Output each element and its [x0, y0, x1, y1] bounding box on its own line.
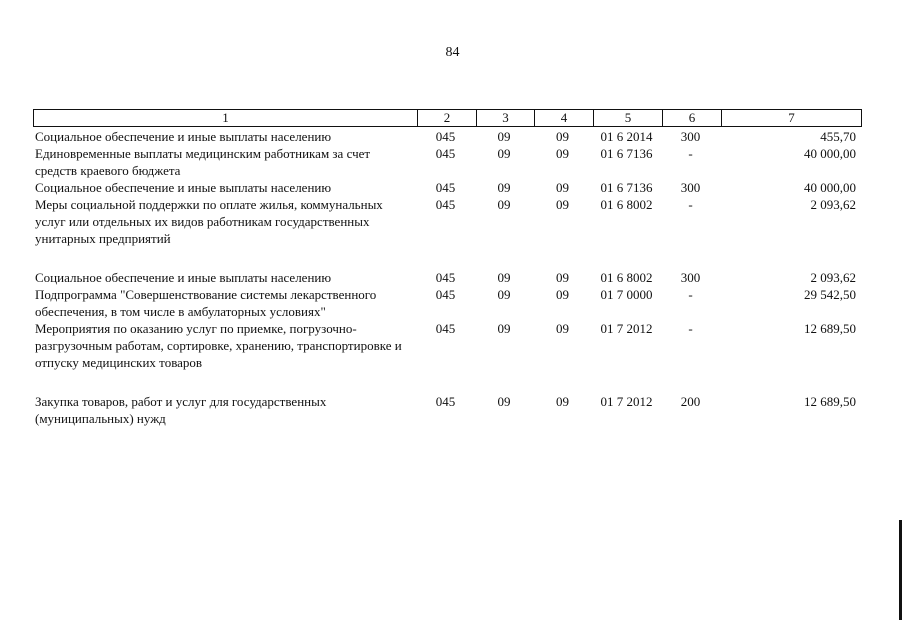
table-row — [33, 393, 862, 427]
row-code-3: 09 — [497, 129, 511, 144]
row-amount: 29 542,50 — [804, 287, 856, 302]
row-code-3: 09 — [497, 321, 511, 336]
row-code-3: 09 — [497, 146, 511, 161]
row-code-5: 01 6 8002 — [600, 197, 653, 212]
row-amount: 2 093,62 — [810, 270, 856, 285]
table-row — [33, 128, 862, 145]
row-code-2: 045 — [435, 321, 456, 336]
header-col-4: 4 — [534, 110, 593, 126]
row-code-2: 045 — [435, 287, 456, 302]
row-code-4: 09 — [556, 129, 569, 144]
row-code-4: 09 — [556, 287, 569, 302]
row-code-6: - — [688, 197, 693, 212]
table-row — [33, 196, 862, 247]
row-amount: 455,70 — [820, 129, 856, 144]
row-description: Социальное обеспечение и иные выплаты населению — [35, 180, 332, 195]
row-code-4: 09 — [556, 394, 569, 409]
header-col-6: 6 — [662, 110, 721, 126]
row-amount: 40 000,00 — [804, 180, 856, 195]
row-code-3: 09 — [497, 287, 511, 302]
header-col-7: 7 — [721, 110, 861, 126]
row-code-2: 045 — [435, 394, 456, 409]
table-row — [33, 320, 862, 371]
row-description: Меры социальной поддержки по оплате жилья, коммунальных услуг или отдельных их видов работникам государственных унитарных предприятий — [35, 197, 383, 246]
header-col-1: 1 — [222, 110, 229, 125]
row-code-3: 09 — [497, 197, 511, 212]
row-code-4: 09 — [556, 180, 569, 195]
row-description: Мероприятия по оказанию услуг по приемке, погрузочно-разгрузочным работам, сортировке, хранению, транспортировке и отпуску медицинских товаров — [35, 321, 402, 370]
row-code-4: 09 — [556, 270, 569, 285]
header-col-2: 2 — [417, 110, 476, 126]
page-number: 84 — [445, 45, 460, 60]
row-code-6: - — [688, 321, 693, 336]
row-code-6: - — [688, 287, 693, 302]
row-description: Социальное обеспечение и иные выплаты населению — [35, 129, 332, 144]
table-row — [33, 179, 862, 196]
scan-edge-mark — [899, 520, 902, 620]
table-row — [33, 286, 862, 320]
row-code-5: 01 6 8002 — [600, 270, 653, 285]
row-code-4: 09 — [556, 321, 569, 336]
row-amount: 2 093,62 — [810, 197, 856, 212]
row-code-3: 09 — [497, 180, 511, 195]
row-code-3: 09 — [497, 270, 511, 285]
row-amount: 12 689,50 — [804, 394, 856, 409]
row-code-3: 09 — [497, 394, 511, 409]
row-code-6: - — [688, 146, 693, 161]
row-code-5: 01 7 2012 — [600, 394, 653, 409]
row-code-5: 01 7 0000 — [600, 287, 653, 302]
header-col-3: 3 — [476, 110, 534, 126]
row-amount: 12 689,50 — [804, 321, 856, 336]
row-code-6: 300 — [680, 129, 701, 144]
row-code-6: 200 — [680, 394, 701, 409]
row-description: Единовременные выплаты медицинским работникам за счет средств краевого бюджета — [35, 146, 371, 178]
row-code-6: 300 — [680, 270, 701, 285]
row-code-5: 01 6 7136 — [600, 146, 653, 161]
row-code-2: 045 — [435, 197, 456, 212]
row-description: Подпрограмма "Совершенствование системы лекарственного обеспечения, в том числе в амбулаторных условиях" — [35, 287, 377, 319]
row-code-4: 09 — [556, 146, 569, 161]
table-body — [33, 128, 862, 427]
table-row — [33, 145, 862, 179]
row-code-4: 09 — [556, 197, 569, 212]
row-code-5: 01 6 7136 — [600, 180, 653, 195]
row-code-5: 01 7 2012 — [600, 321, 653, 336]
row-code-2: 045 — [435, 180, 456, 195]
table-header — [33, 109, 862, 127]
row-code-6: 300 — [680, 180, 701, 195]
header-col-5: 5 — [593, 110, 662, 126]
row-code-2: 045 — [435, 146, 456, 161]
row-code-2: 045 — [435, 129, 456, 144]
table-row — [33, 269, 862, 286]
row-code-2: 045 — [435, 270, 456, 285]
row-description: Закупка товаров, работ и услуг для государственных (муниципальных) нужд — [35, 394, 327, 426]
row-amount: 40 000,00 — [804, 146, 856, 161]
row-code-5: 01 6 2014 — [600, 129, 653, 144]
row-description: Социальное обеспечение и иные выплаты населению — [35, 270, 332, 285]
